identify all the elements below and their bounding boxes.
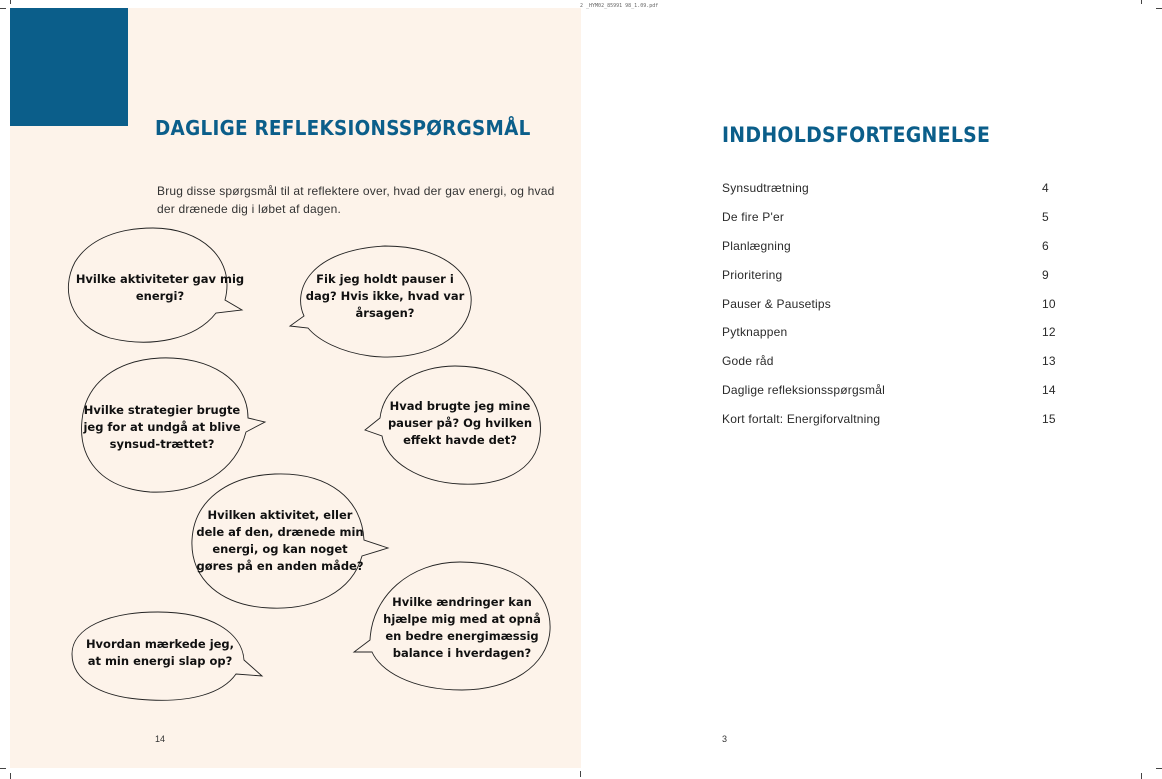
bubble-text-4: Hvad brugte jeg mine pauser på? Og hvilken effekt havde det? xyxy=(387,398,533,447)
table-of-contents xyxy=(722,181,1062,441)
toc-label: Pauser & Pausetips xyxy=(722,296,831,311)
bubble-text-2: Fik jeg holdt pauser i dag? Hvis ikke, hvad var årsagen? xyxy=(305,271,465,320)
toc-row[interactable] xyxy=(722,297,1062,326)
toc-label: De fire P'er xyxy=(722,209,785,224)
toc-page: 14 xyxy=(1042,383,1056,398)
toc-row[interactable] xyxy=(722,210,1062,239)
toc-row[interactable] xyxy=(722,325,1062,354)
crop-mark xyxy=(10,0,11,4)
bubble-text-1: Hvilke aktiviteter gav mig energi? xyxy=(75,272,245,303)
toc-label: Synsudtrætning xyxy=(722,181,809,195)
left-page-title: DAGLIGE REFLEKSIONSSPØRGSMÅL xyxy=(155,116,531,140)
toc-label: Gode råd xyxy=(722,354,774,369)
toc-page: 10 xyxy=(1042,296,1056,311)
bubble-text-5: Hvilken aktivitet, eller dele af den, drænede min energi, og kan noget gøres på en anden måde? xyxy=(196,508,364,573)
toc-page: 5 xyxy=(1042,209,1049,224)
toc-row[interactable] xyxy=(722,354,1062,383)
toc-row[interactable] xyxy=(722,181,1062,210)
file-label: 2 _HYM02_85991 98_1.09.pdf xyxy=(580,3,659,9)
toc-row[interactable] xyxy=(722,239,1062,268)
bubble-text-3: Hvilke strategier brugte jeg for at undgå at blive synsud-trættet? xyxy=(83,402,241,451)
toc-page: 6 xyxy=(1042,238,1049,253)
toc-page: 13 xyxy=(1042,354,1056,369)
toc-label: Pytknappen xyxy=(722,325,788,340)
toc-page: 4 xyxy=(1042,181,1049,195)
toc-label: Prioritering xyxy=(722,267,783,282)
crop-mark xyxy=(1156,8,1162,9)
crop-mark xyxy=(1141,0,1142,4)
toc-page: 12 xyxy=(1042,325,1056,340)
bubble-text-6: Hvilke ændringer kan hjælpe mig med at opnå en bedre energimæssig balance i hverdagen? xyxy=(383,595,541,660)
toc-row[interactable] xyxy=(722,383,1062,412)
toc-label: Planlægning xyxy=(722,238,791,253)
bubble-text-7: Hvordan mærkede jeg, at min energi slap op? xyxy=(85,637,235,668)
toc-label: Daglige refleksionsspørgsmål xyxy=(722,383,885,398)
toc-label: Kort fortalt: Energiforvaltning xyxy=(722,412,881,427)
crop-mark xyxy=(0,8,6,9)
crop-mark xyxy=(10,773,11,779)
crop-mark xyxy=(580,771,581,777)
crop-mark xyxy=(1156,768,1162,769)
left-page-number: 14 xyxy=(155,734,166,744)
crop-mark xyxy=(0,768,6,769)
right-page-title: INDHOLDSFORTEGNELSE xyxy=(722,123,991,147)
right-page-number: 3 xyxy=(722,734,728,744)
intro-text: Brug disse spørgsmål til at reflektere over, hvad der gav energi, og hvad der drænede dig i løbet af dagen. xyxy=(157,184,555,216)
crop-mark xyxy=(1141,773,1142,779)
toc-row[interactable] xyxy=(722,412,1062,441)
toc-page: 15 xyxy=(1042,412,1056,427)
toc-row[interactable] xyxy=(722,268,1062,297)
toc-page: 9 xyxy=(1042,267,1049,282)
